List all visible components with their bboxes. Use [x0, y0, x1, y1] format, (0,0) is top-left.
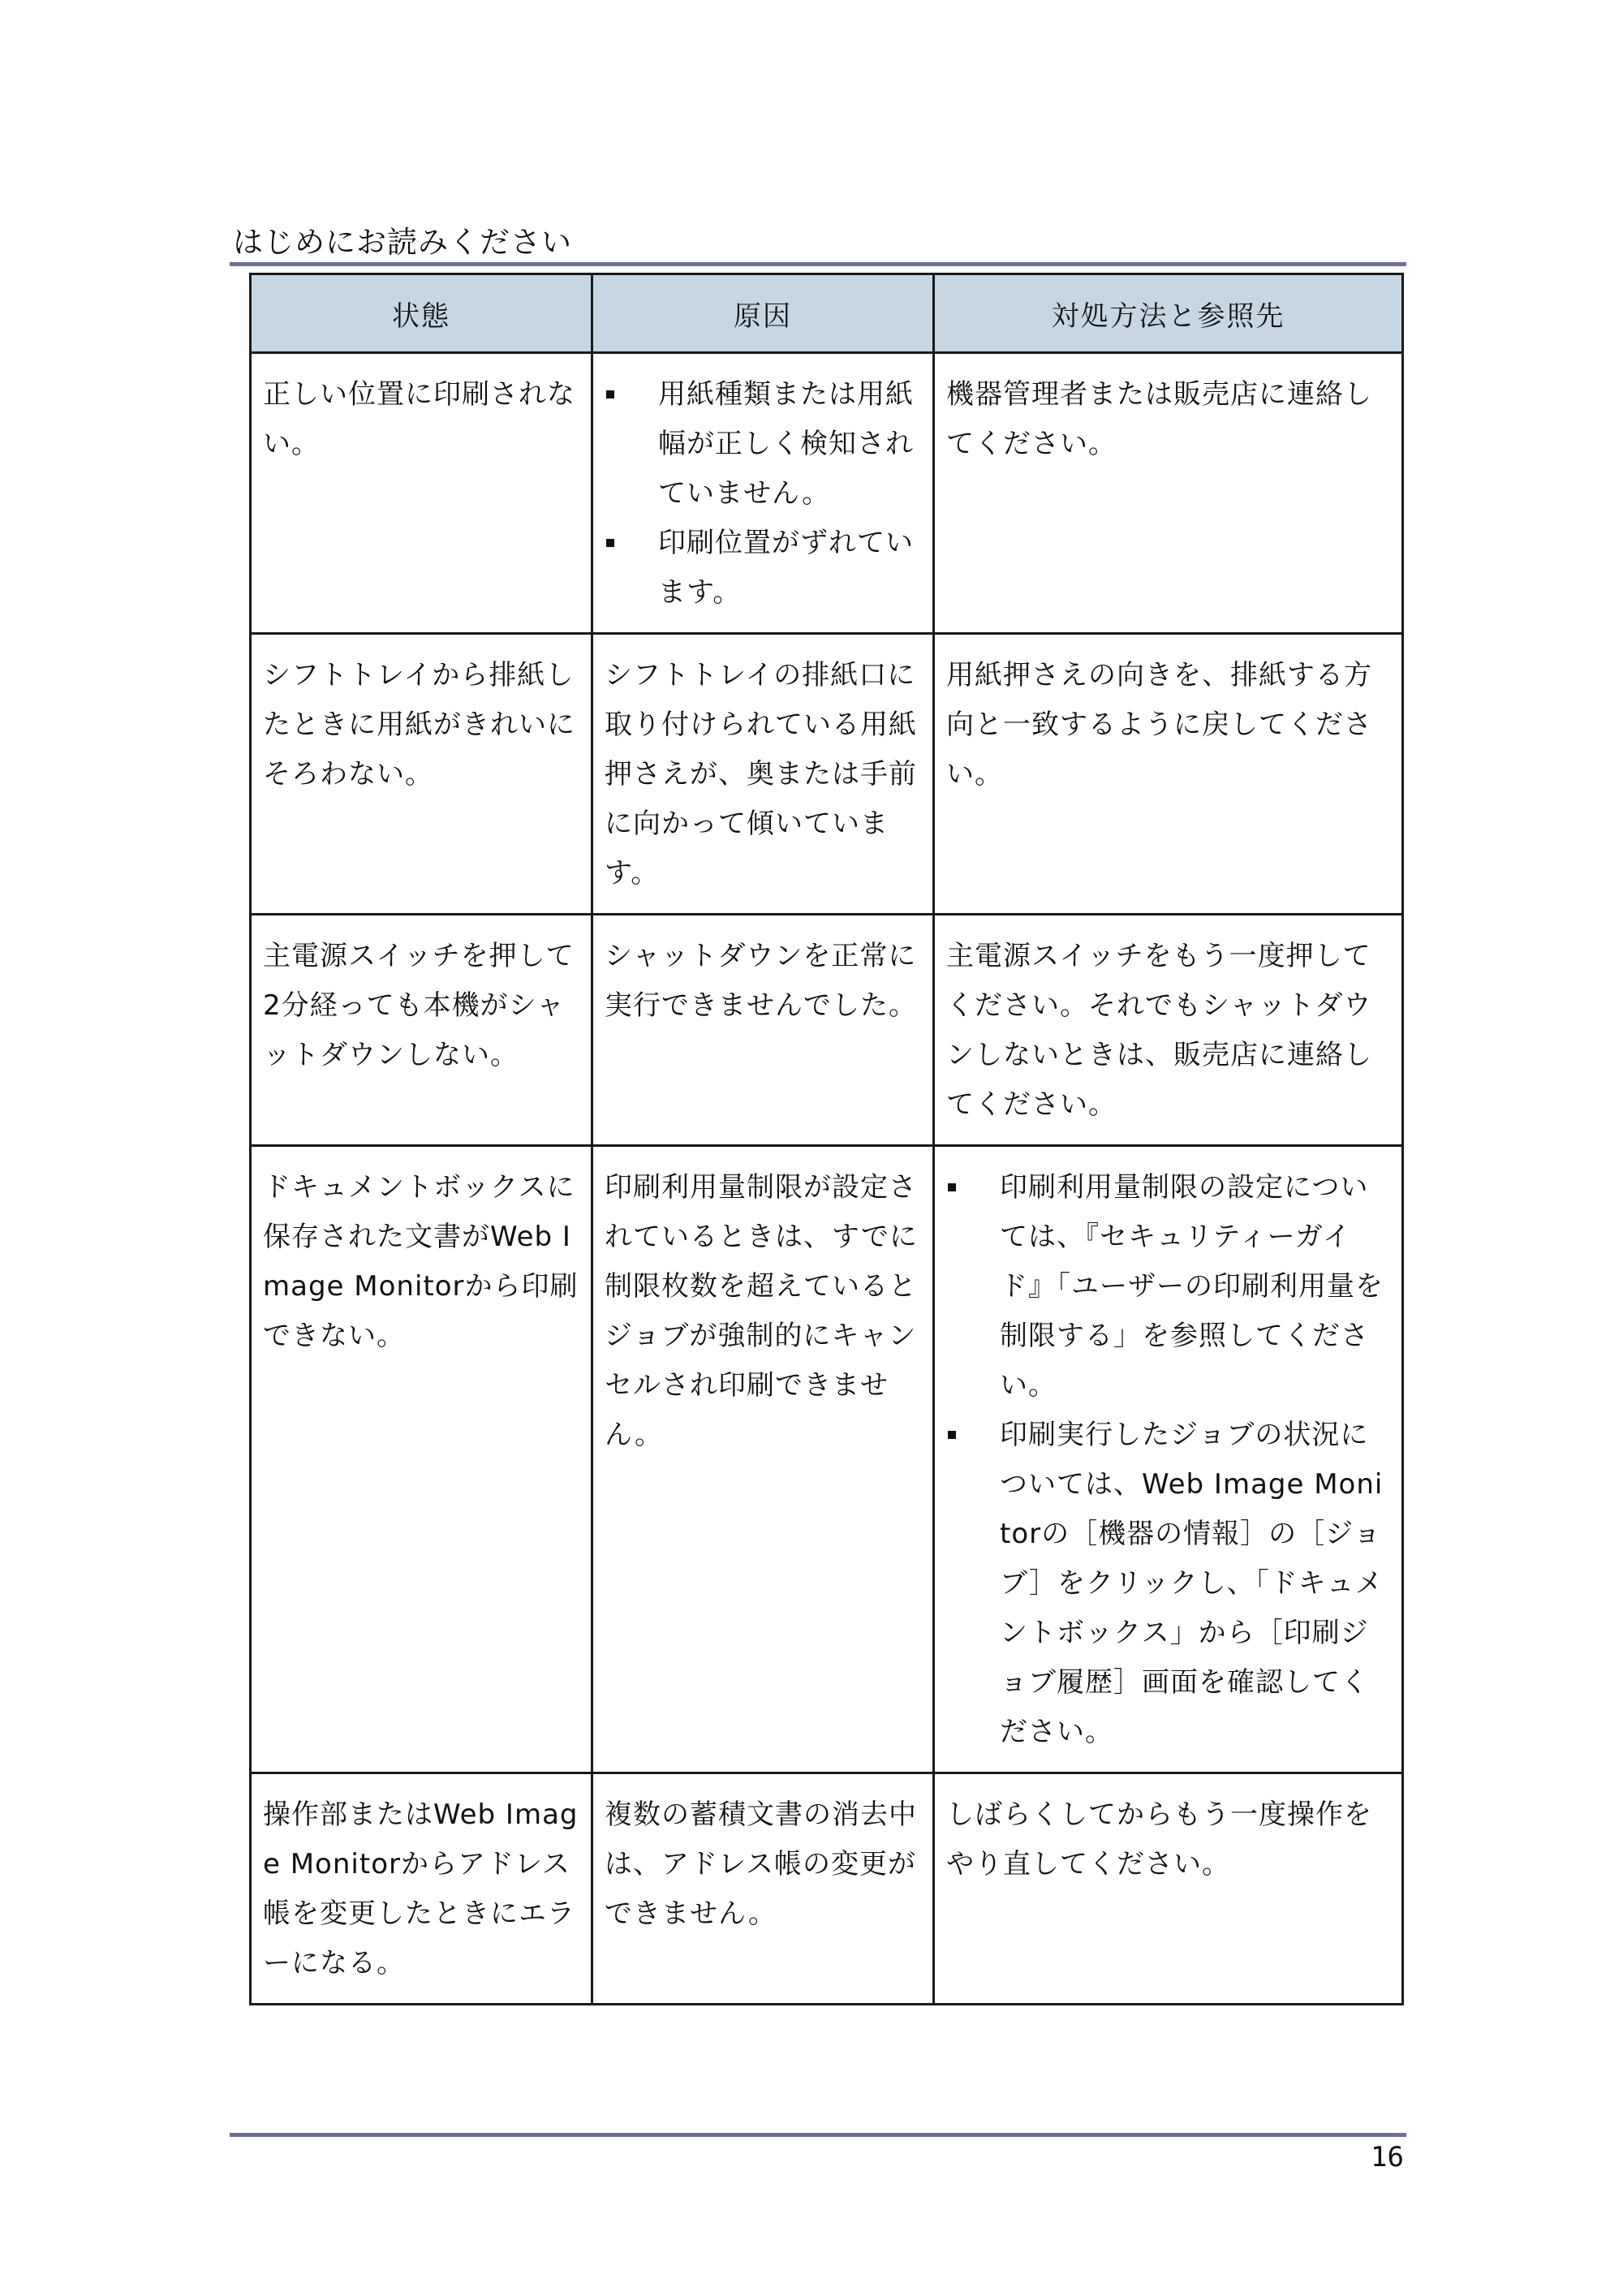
cause-cell — [592, 353, 934, 634]
action-cell: しばらくしてからもう一度操作をやり直してください。 — [934, 1773, 1403, 2005]
cause-cell: シフトトレイの排紙口に取り付けられている用紙押さえが、奥または手前に向かって傾いています。 — [592, 634, 934, 915]
column-header-state: 状態 — [251, 274, 592, 353]
action-cell: 主電源スイッチをもう一度押してください。それでもシャットダウンしないときは、販売店に連絡してください。 — [934, 915, 1403, 1146]
table-row — [251, 1146, 1403, 1773]
column-header-cause: 原因 — [592, 274, 934, 353]
list-item: 印刷利用量制限の設定については、『セキュリティーガイド』「ユーザーの印刷利用量を制限する」を参照してください。 — [946, 1163, 1390, 1411]
cause-cell: 印刷利用量制限が設定されているときは、すでに制限枚数を超えているとジョブが強制的にキャンセルされ印刷できません。 — [592, 1146, 934, 1773]
page-header-title: はじめにお読みください — [233, 225, 572, 260]
state-cell: ドキュメントボックスに保存された文書がWeb Image Monitorから印刷できない。 — [251, 1146, 592, 1773]
header-rule — [230, 262, 1406, 266]
cause-cell: 複数の蓄積文書の消去中は、アドレス帳の変更ができません。 — [592, 1773, 934, 2005]
action-list — [946, 1163, 1390, 1757]
page-number: 16 — [1371, 2141, 1404, 2173]
table-row — [251, 353, 1403, 634]
table-row — [251, 1773, 1403, 2005]
list-item: 印刷位置がずれています。 — [605, 519, 921, 618]
table-row — [251, 634, 1403, 915]
list-item: 印刷実行したジョブの状況については、Web Image Monitorの［機器の情報］の［ジョブ］をクリックし、「ドキュメントボックス」から［印刷ジョブ履歴］画面を確認してください。 — [946, 1411, 1390, 1757]
list-item: 用紙種類または用紙幅が正しく検知されていません。 — [605, 370, 921, 519]
state-cell: 主電源スイッチを押して2分経っても本機がシャットダウンしない。 — [251, 915, 592, 1146]
action-cell — [934, 1146, 1403, 1773]
action-cell: 機器管理者または販売店に連絡してください。 — [934, 353, 1403, 634]
table-row — [251, 915, 1403, 1146]
cause-list — [605, 370, 921, 618]
action-cell: 用紙押さえの向きを、排紙する方向と一致するように戻してください。 — [934, 634, 1403, 915]
table-header-row — [251, 274, 1403, 353]
cause-cell: シャットダウンを正常に実行できませんでした。 — [592, 915, 934, 1146]
troubleshooting-table — [249, 273, 1404, 2005]
column-header-action: 対処方法と参照先 — [934, 274, 1403, 353]
state-cell: シフトトレイから排紙したときに用紙がきれいにそろわない。 — [251, 634, 592, 915]
footer-rule — [230, 2133, 1406, 2137]
state-cell: 操作部またはWeb Image Monitorからアドレス帳を変更したときにエラーになる。 — [251, 1773, 592, 2005]
state-cell: 正しい位置に印刷されない。 — [251, 353, 592, 634]
